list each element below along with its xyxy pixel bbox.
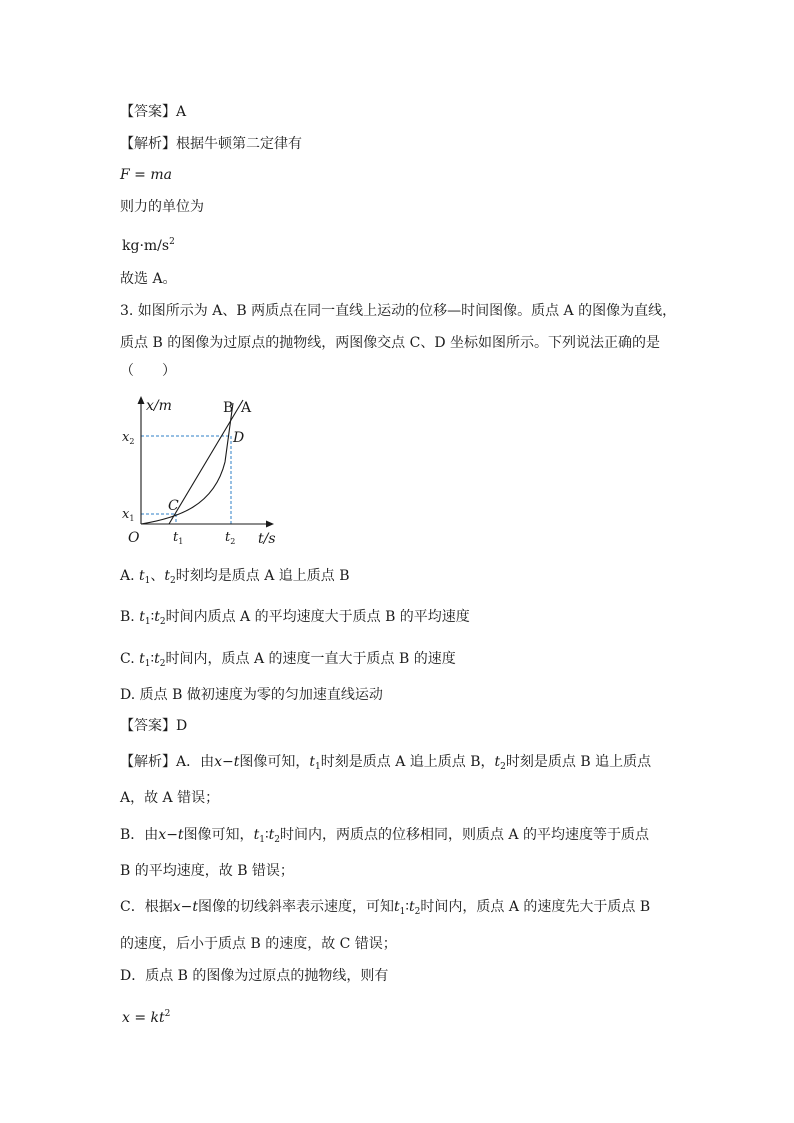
line-a	[169, 400, 243, 524]
analysis-c-line-2: 的速度，后小于质点 B 的速度，故 C 错误；	[120, 936, 397, 952]
parabola-b	[141, 403, 233, 524]
t2-tick-label: $t_2$	[225, 530, 236, 546]
answer-value: D	[176, 718, 188, 734]
analysis-a-line-1: 【解析】A．由x−t图像可知，$t_1$时刻是质点 A 追上质点 B，$t_2$时刻是质点 B 追上质点	[120, 754, 652, 772]
answer-line-1	[120, 103, 186, 121]
curve-a-label: A	[241, 400, 252, 416]
unit-formula	[122, 233, 175, 255]
xt-graph-figure	[118, 390, 288, 550]
analysis-b-line-1: B．由x−t图像可知，$t_1∶t_2$时间内，两质点的位移相同，则质点 A 的平均速度等于质点	[120, 827, 649, 845]
x2-tick-label: $x_2$	[122, 430, 135, 446]
conclusion-line: 故选 A。	[120, 271, 177, 287]
newton-formula: F = ma	[120, 167, 172, 183]
unit-exponent: 2	[169, 237, 175, 247]
y-axis-arrow	[138, 396, 145, 404]
curve-b-label: B	[223, 400, 234, 416]
unit-base: kg·m/s	[122, 238, 170, 254]
analysis-tag: 【解析】	[120, 136, 176, 152]
x-axis-label: t/s	[258, 531, 276, 547]
x-axis-arrow	[266, 521, 274, 528]
answer-line-2	[120, 717, 187, 735]
option-d: D. 质点 B 做初速度为零的匀加速直线运动	[120, 687, 383, 703]
option-a: A. $t_1$、$t_2$时刻均是质点 A 追上质点 B	[120, 568, 350, 586]
y-axis-label: x/m	[146, 398, 172, 414]
t1-tick-label: $t_1$	[173, 530, 184, 546]
question-stem-line-2: 质点 B 的图像为过原点的抛物线，两图像交点 C、D 坐标如图所示。下列说法正确的是	[120, 335, 661, 351]
analysis-b-line-2: B 的平均速度，故 B 错误；	[120, 863, 294, 879]
unit-line: 则力的单位为	[120, 199, 204, 215]
analysis-line-1	[120, 135, 302, 153]
question-stem-line-1: 3. 如图所示为 A、B 两质点在同一直线上运动的位移—时间图像。质点 A 的图像为直线，	[120, 303, 677, 319]
option-b: B. $t_1∶t_2$时间内质点 A 的平均速度大于质点 B 的平均速度	[120, 609, 470, 627]
answer-tag: 【答案】	[120, 718, 176, 734]
point-c-label: C	[168, 498, 179, 514]
option-c: C. $t_1∶t_2$时间内，质点 A 的速度一直大于质点 B 的速度	[120, 651, 456, 669]
x1-tick-label: $x_1$	[122, 507, 135, 523]
origin-label: O	[128, 530, 140, 546]
answer-tag: 【答案】	[120, 104, 176, 120]
answer-value: A	[176, 104, 187, 120]
question-stem-line-3: （ ）	[120, 363, 176, 379]
analysis-d-line-1: D．质点 B 的图像为过原点的抛物线，则有	[120, 968, 389, 984]
analysis-c-line-1: C．根据x−t图像的切线斜率表示速度，可知$t_1∶t_2$时间内，质点 A 的速度先大于质点 B	[120, 899, 651, 917]
analysis-a-line-2: A，故 A 错误；	[120, 790, 220, 806]
analysis-text: 根据牛顿第二定律有	[176, 136, 302, 152]
point-d-label: D	[233, 430, 245, 446]
parabola-formula: $x = kt^2$	[122, 1009, 171, 1026]
